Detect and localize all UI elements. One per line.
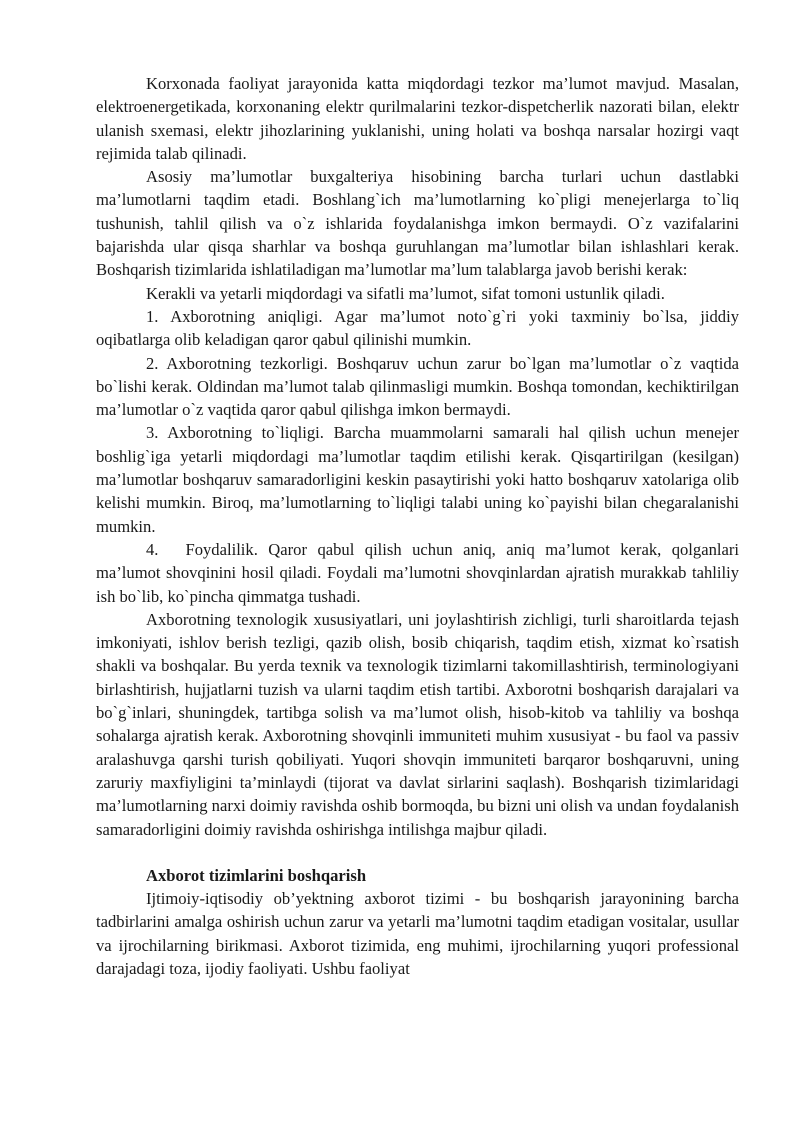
document-page <box>96 72 739 980</box>
paragraph-quality: Kerakli va yetarli miqdordagi va sifatli ma’lumot, sifat tomoni ustunlik qiladi. <box>146 283 665 303</box>
list-item-usefulness: 4. Foydalilik. Qaror qabul qilish uchun aniq, aniq ma’lumot kerak, qolganlari ma’lumot shovqinini hosil qiladi. Foydali ma’lumotni shovqinlardan ajratish murakkab tahliliy ish bo`lib, ko`pincha qimmatga tushadi. <box>96 539 739 606</box>
paragraph-intro: Korxonada faoliyat jarayonida katta miqdordagi tezkor ma’lumot mavjud. Masalan, elektroenergetikada, korxonaning elektr qurilmalarini tezkor-dispetcherlik nazorati bilan, elektr ulanish sxemasi, elektr jihozlarining yuklanishi, uning holati va boshqa narsalar hozirgi vaqt rejimida talab qilinadi. <box>96 74 739 163</box>
spacer <box>96 841 739 864</box>
list-item-timeliness: 2. Axborotning tezkorligi. Boshqaruv uchun zarur bo`lgan ma’lumotlar o`z vaqtida bo`lishi kerak. Oldindan ma’lumot talab qilinmasligi mumkin. Boshqa tomondan, kechiktirilgan ma’lumotlar o`z vaqtida qaror qabul qilishga imkon bermaydi. <box>96 353 739 420</box>
list-item-completeness: 3. Axborotning to`liqligi. Barcha muammolarni samarali hal qilish uchun menejer boshlig`iga yetarli miqdordagi ma’lumotlar taqdim etilishi kerak. Qisqartirilgan (kesilgan) ma’lumotlar boshqaruv samaradorligini keskin pasaytirishi yoki hatto boshqaruv xatolariga olib kelishi mumkin. Biroq, ma’lumotlarning to`liqligi talabi uning ko`payishi bilan chegaralanishi mumkin. <box>96 423 739 536</box>
list-item-accuracy: 1. Axborotning aniqligi. Agar ma’lumot noto`g`ri yoki taxminiy bo`lsa, jiddiy oqibatlarga olib keladigan qaror qabul qilinishi mumkin. <box>96 306 739 350</box>
paragraph-technological-properties: Axborotning texnologik xususiyatlari, uni joylashtirish zichligi, turli sharoitlarda tejash imkoniyati, ishlov berish tezligi, qazib olish, bosib chiqarish, taqdim etish, xizmat ko`rsatish shakli va boshqalar. Bu yerda texnik va texnologik tizimlarni takomillashtirish, terminologiyani birlashtirish, hujjatlarni tuzish va ularni taqdim etish tartibi. Axborotni boshqarish darajalari va bo`g`inlari, shuningdek, tartibga solish va ma’lumot olish, hisob-kitob va tahliliy va boshqa sohalarga ajratish kerak. Axborotning shovqinli immuniteti muhim xususiyat - bu faol va passiv aralashuvga qarshi turish qobiliyati. Yuqori shovqin immuniteti barqaror boshqaruvni, uning zaruriy maxfiyligini ta’minlaydi (tijorat va davlat sirlarini saqlash). Boshqarish tizimlaridagi ma’lumotlarning narxi doimiy ravishda oshib bormoqda, bu bizni uni olish va undan foydalanish samaradorligini doimiy ravishda oshirishga intilishga majbur qiladi. <box>96 609 739 839</box>
section-heading: Axborot tizimlarini boshqarish <box>146 865 367 885</box>
paragraph-basic-data: Asosiy ma’lumotlar buxgalteriya hisobining barcha turlari uchun dastlabki ma’lumotlarni taqdim etadi. Boshlang`ich ma’lumotlarning ko`pligi menejerlarga to`liq tushunish, tahlil qilish va o`z ishlarida foydalanishga imkon bermaydi. O`z vazifalarini bajarishda ular qisqa sharhlar va boshqa guruhlangan ma’lumotlar bilan ishlashlari kerak. Boshqarish tizimlarida ishlatiladigan ma’lumotlar ma’lum talablarga javob berishi kerak: <box>96 167 739 280</box>
paragraph-information-system: Ijtimoiy-iqtisodiy ob’yektning axborot tizimi - bu boshqarish jarayonining barcha tadbirlarini amalga oshirish uchun zarur va yetarli ma’lumotni taqdim etadigan vositalar, usullar va ijrochilarning birikmasi. Axborot tizimida, eng muhimi, ijrochilarning yuqori professional darajadagi toza, ijodiy faoliyati. Ushbu faoliyat <box>96 889 739 978</box>
